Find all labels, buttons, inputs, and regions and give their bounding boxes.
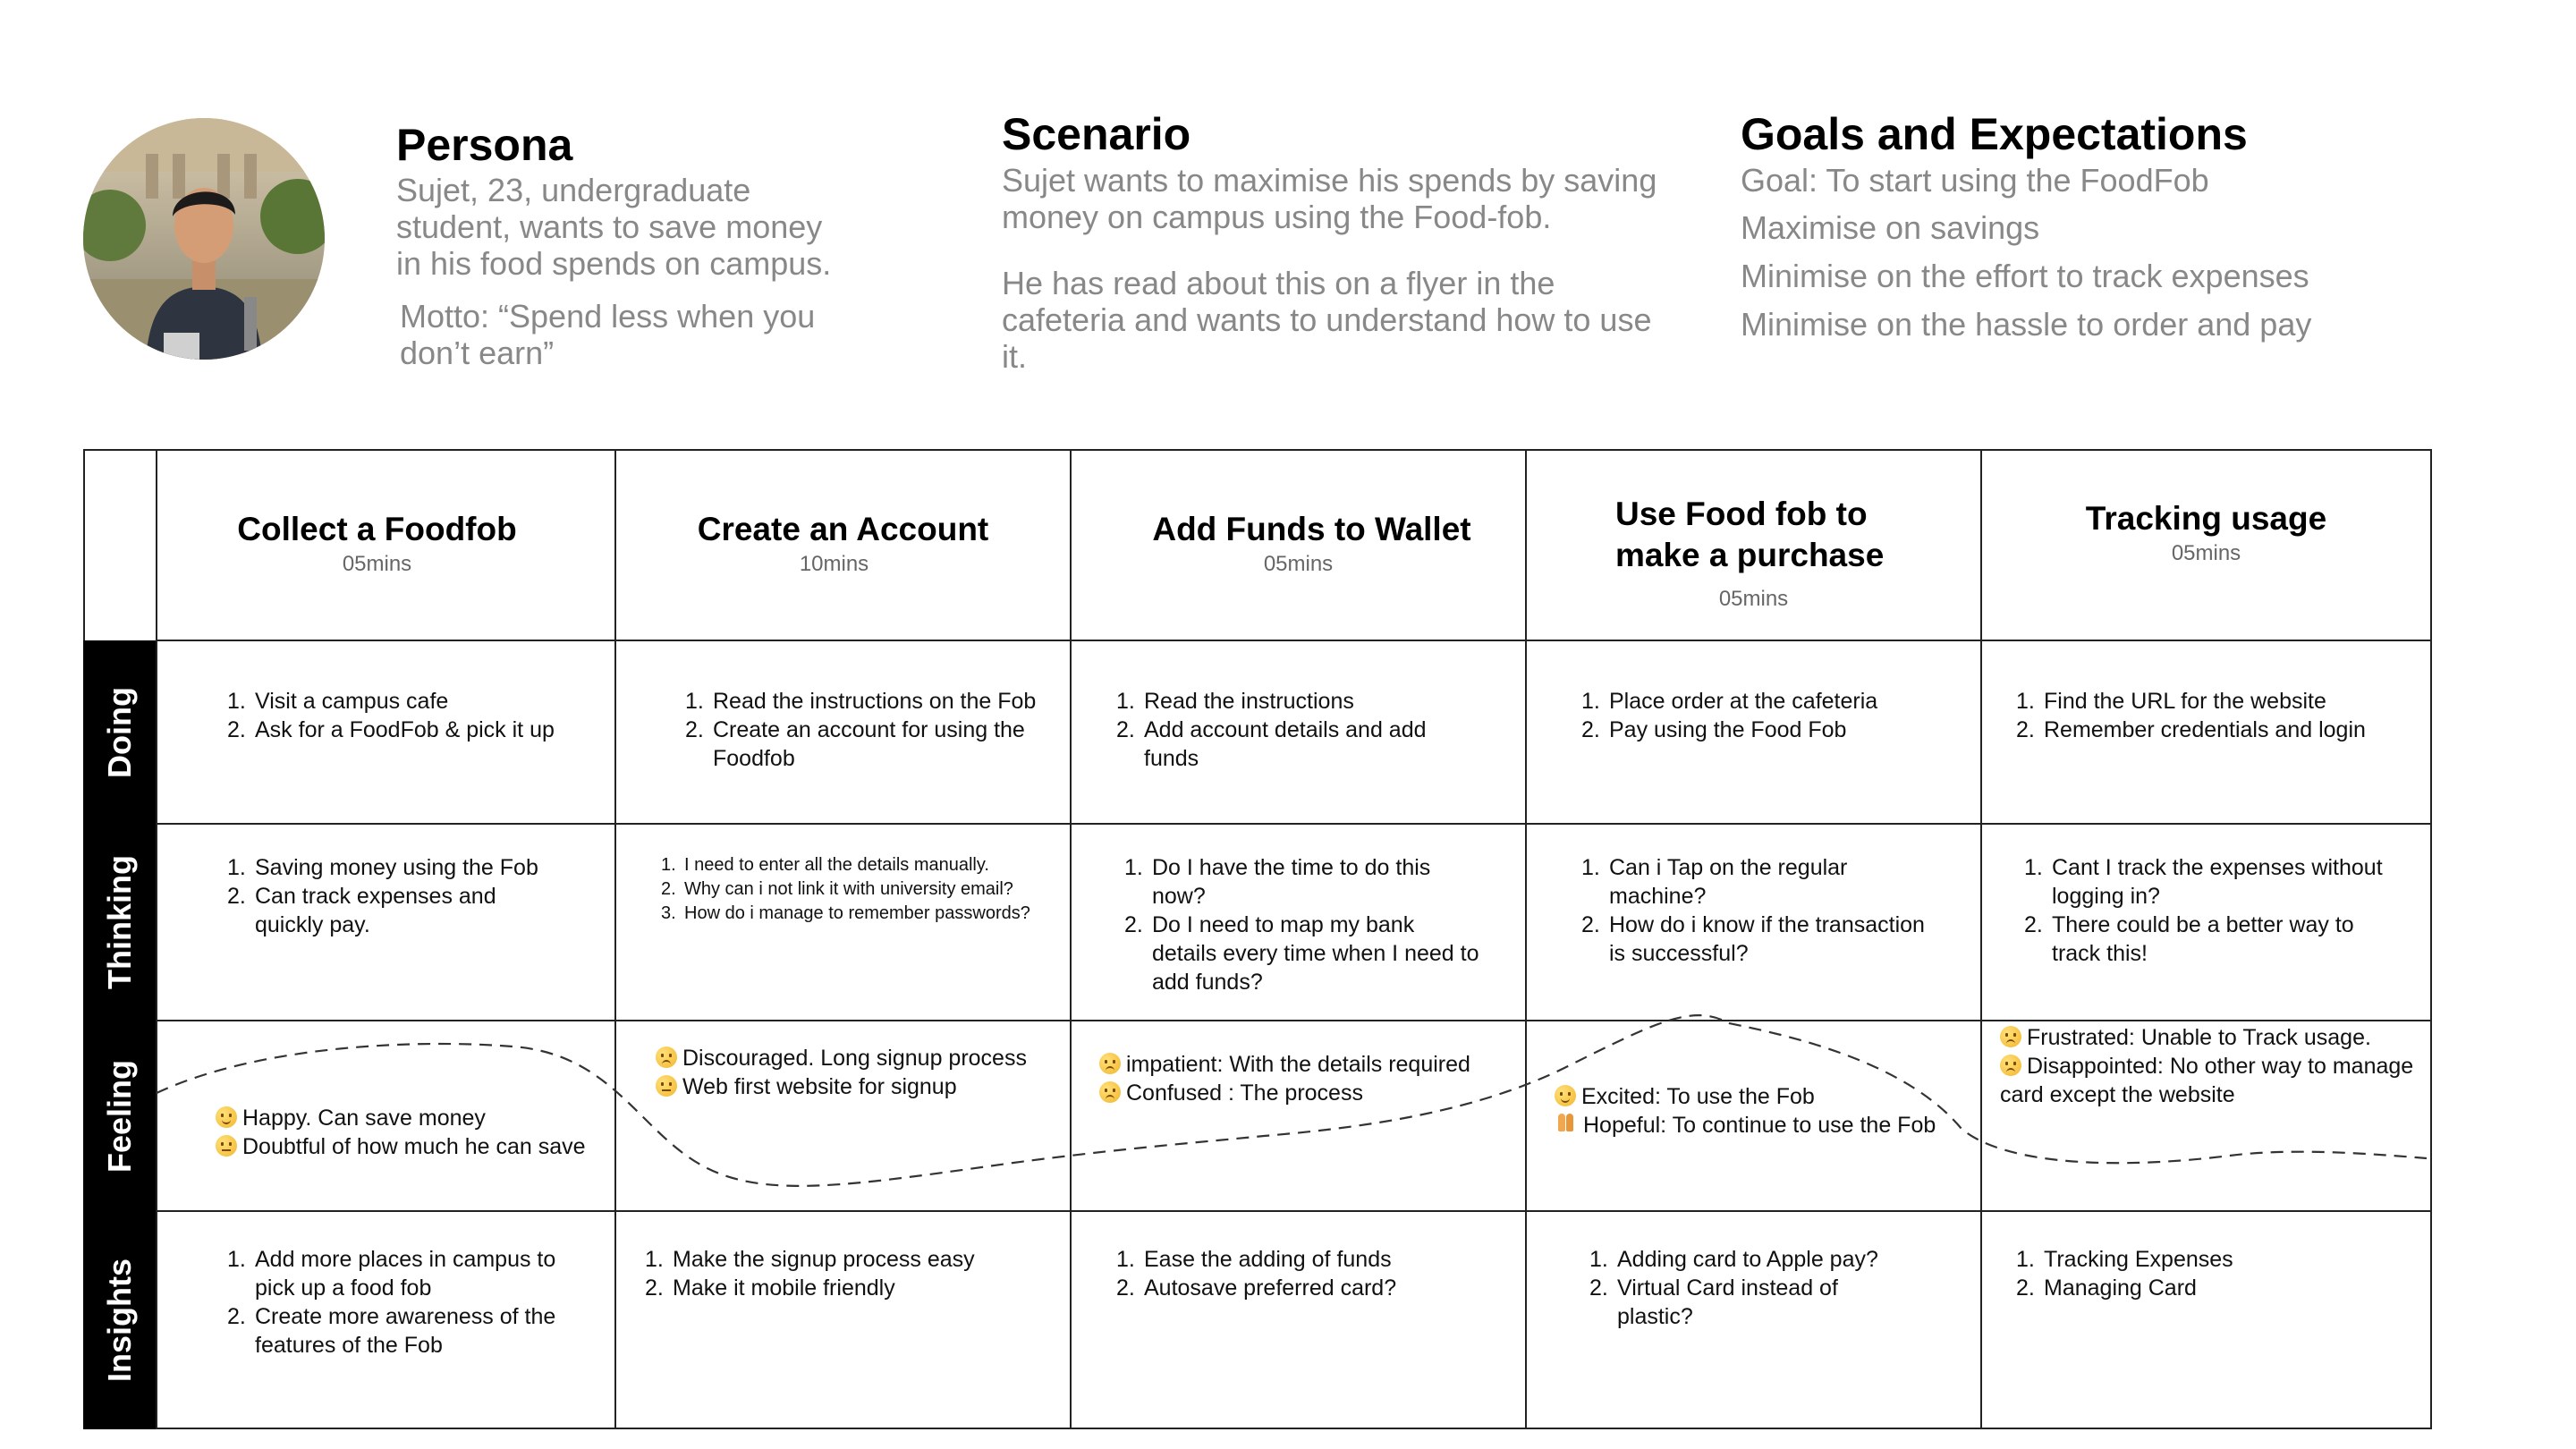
list-item: 1. Cant I track the expenses without logging in? <box>2024 855 2383 909</box>
journey-map-grid <box>83 449 2432 1429</box>
persona-line-3: in his food spends on campus. <box>396 245 832 282</box>
thinking-cell-1 <box>227 853 567 939</box>
list-item: 1. Adding card to Apple pay? <box>1589 1247 1878 1272</box>
list-item: 1. Read the instructions <box>1116 689 1354 714</box>
neutral-emoji-icon <box>656 1075 677 1097</box>
list-item: Web first website for signup <box>656 1072 1058 1101</box>
stage-title: Collect a Foodfob <box>237 511 517 547</box>
excited-emoji-icon <box>1555 1085 1576 1106</box>
goal-item-2: Maximise on savings <box>1741 209 2040 246</box>
doing-cell-2 <box>685 687 1061 773</box>
list-item: Hopeful: To continue to use the Fob <box>1555 1111 1975 1140</box>
doing-cell-1 <box>227 687 603 744</box>
smile-emoji-icon <box>216 1106 237 1128</box>
persona-photo <box>83 118 325 360</box>
persona-motto-2: don’t earn” <box>400 335 555 371</box>
stage-title-line-1: Use Food fob to <box>1615 496 1868 532</box>
list-item: 2. Make it mobile friendly <box>645 1275 895 1301</box>
stage-header-5 <box>1982 498 2430 566</box>
thinking-cell-2 <box>661 853 1063 926</box>
feeling-cell-4 <box>1555 1082 1975 1140</box>
feeling-cell-5 <box>2000 1023 2420 1109</box>
scenario-p1-line-1: Sujet wants to maximise his spends by saving <box>1002 162 1657 199</box>
scenario-title: Scenario <box>1002 109 1191 159</box>
grid-divider-v4 <box>1980 449 1982 1429</box>
row-label-doing: Doing <box>101 686 139 778</box>
list-item: 2. Do I need to map my bank details every time when I need to add funds? <box>1124 912 1479 995</box>
list-item: 2. Ask for a FoodFob & pick it up <box>227 717 555 742</box>
list-item: 1. Read the instructions on the Fob <box>685 689 1037 714</box>
list-item: 2. Create an account for using the Foodfob <box>685 717 1025 771</box>
persona-title: Persona <box>396 120 573 170</box>
list-item: 1. Ease the adding of funds <box>1116 1247 1392 1272</box>
stage-duration: 05mins <box>342 552 412 576</box>
stage-title: Add Funds to Wallet <box>1152 511 1471 547</box>
disappointed-emoji-icon <box>2000 1055 2021 1076</box>
list-item: 2. There could be a better way to track this! <box>2024 912 2354 966</box>
stage-title: Tracking usage <box>2085 500 2327 537</box>
list-item: 2. Managing Card <box>2016 1275 2197 1301</box>
stage-duration: 05mins <box>1263 552 1334 576</box>
list-item: 1. Add more places in campus to pick up a food fob <box>227 1247 556 1301</box>
list-item: 2. Add account details and add funds <box>1116 717 1427 771</box>
list-item: Excited: To use the Fob <box>1555 1082 1975 1111</box>
stage-duration: 05mins <box>2171 541 2241 565</box>
list-item: 2. Autosave preferred card? <box>1116 1275 1397 1301</box>
stage-header-2 <box>616 509 1070 577</box>
list-item: impatient: With the details required <box>1099 1050 1511 1079</box>
list-item: 3. How do i manage to remember passwords? <box>661 903 1030 923</box>
stage-header-1 <box>157 509 614 577</box>
persona-motto-1: Motto: “Spend less when you <box>400 298 816 335</box>
list-item: Frustrated: Unable to Track usage. <box>2000 1023 2420 1052</box>
persona-line-1: Sujet, 23, undergraduate <box>396 172 751 208</box>
goals-title: Goals and Expectations <box>1741 109 2248 159</box>
insights-cell-5 <box>2016 1245 2392 1302</box>
scenario-p2-line-3: it. <box>1002 338 1028 375</box>
list-item: Doubtful of how much he can save <box>216 1132 591 1161</box>
list-item: Discouraged. Long signup process <box>656 1044 1058 1072</box>
list-item: 1. Visit a campus cafe <box>227 689 449 714</box>
frustrated-emoji-icon <box>2000 1026 2021 1047</box>
stage-duration: 10mins <box>799 552 869 576</box>
list-item: 1. I need to enter all the details manually. <box>661 855 989 875</box>
persona-line-2: student, wants to save money <box>396 208 823 245</box>
grid-divider-h4 <box>157 1210 2432 1212</box>
list-item: 2. Remember credentials and login <box>2016 717 2366 742</box>
stage-header-4 <box>1527 494 1980 612</box>
insights-cell-3 <box>1116 1245 1492 1302</box>
goal-item-1: Goal: To start using the FoodFob <box>1741 162 2209 199</box>
doing-cell-3 <box>1116 687 1474 773</box>
goal-item-3: Minimise on the effort to track expenses <box>1741 258 2309 294</box>
list-item: 2. How do i know if the transaction is successful? <box>1581 912 1925 966</box>
feeling-cell-1 <box>216 1104 591 1161</box>
list-item: 1. Can i Tap on the regular machine? <box>1581 855 1848 909</box>
praying-hands-icon <box>1555 1112 1578 1135</box>
stage-duration: 05mins <box>1718 587 1789 611</box>
list-item: 1. Find the URL for the website <box>2016 689 2326 714</box>
confused-emoji-icon <box>1099 1081 1121 1103</box>
persona-avatar <box>83 118 325 360</box>
stage-title-line-2: make a purchase <box>1615 537 1885 573</box>
insights-cell-4 <box>1589 1245 1902 1331</box>
sad-emoji-icon <box>656 1046 677 1068</box>
list-item: 1. Saving money using the Fob <box>227 855 538 880</box>
scenario-p2-line-2: cafeteria and wants to understand how to use <box>1002 301 1652 338</box>
grid-divider-h2 <box>157 823 2432 825</box>
thinking-cell-5 <box>2024 853 2391 968</box>
doing-cell-5 <box>2016 687 2419 744</box>
list-item: Confused : The process <box>1099 1079 1511 1107</box>
row-label-insights: Insights <box>101 1258 139 1383</box>
grid-divider-v2 <box>1070 449 1072 1429</box>
stage-header-3 <box>1072 509 1525 577</box>
list-item: 1. Do I have the time to do this now? <box>1124 855 1431 909</box>
list-item: 2. Why can i not link it with university email? <box>661 879 1013 899</box>
insights-cell-2 <box>645 1245 1038 1302</box>
goal-item-4: Minimise on the hassle to order and pay <box>1741 306 2312 343</box>
list-item: 2. Create more awareness of the features of the Fob <box>227 1304 556 1358</box>
insights-cell-1 <box>227 1245 585 1360</box>
grid-divider-h3 <box>157 1020 2432 1021</box>
thinking-cell-3 <box>1124 853 1482 996</box>
grid-divider-h1 <box>157 640 2432 641</box>
list-item: 2. Virtual Card instead of plastic? <box>1589 1275 1838 1329</box>
doing-cell-4 <box>1581 687 1957 744</box>
list-item: Happy. Can save money <box>216 1104 591 1132</box>
row-label-feeling: Feeling <box>101 1059 138 1173</box>
feeling-cell-3 <box>1099 1050 1511 1107</box>
row-label-thinking: Thinking <box>101 855 139 989</box>
scenario-p2-line-1: He has read about this on a flyer in the <box>1002 265 1555 301</box>
list-item: 1. Place order at the cafeteria <box>1581 689 1878 714</box>
list-item: 1. Tracking Expenses <box>2016 1247 2233 1272</box>
thinking-cell-4 <box>1581 853 1939 968</box>
stage-title: Create an Account <box>697 511 989 547</box>
impatient-emoji-icon <box>1099 1053 1121 1074</box>
list-item: 2. Can track expenses and quickly pay. <box>227 884 496 937</box>
feeling-cell-2 <box>656 1044 1058 1101</box>
list-item: Disappointed: No other way to manage card except the website <box>2000 1054 2414 1107</box>
list-item: 1. Make the signup process easy <box>645 1247 975 1272</box>
scenario-p1-line-2: money on campus using the Food-fob. <box>1002 199 1552 235</box>
grid-divider-v1 <box>614 449 616 1429</box>
doubtful-emoji-icon <box>216 1135 237 1157</box>
list-item: 2. Pay using the Food Fob <box>1581 717 1847 742</box>
